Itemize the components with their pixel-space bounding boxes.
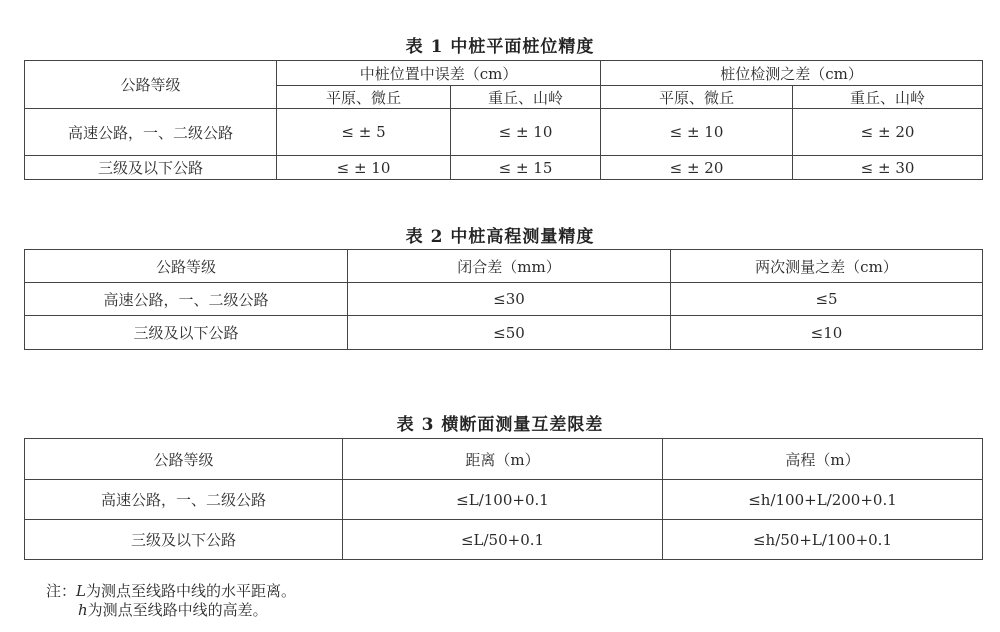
value-cell: ≤ ± 20 [793,109,983,156]
value-cell: ≤ ± 15 [451,156,601,180]
table-row [25,156,983,180]
value-cell: ≤h/50+L/100+0.1 [663,520,983,560]
footnote-text-2: 为测点至线路中线的高差。 [87,601,268,619]
table1-subheader: 平原、微丘 [601,86,793,109]
value-cell: ≤ ± 30 [793,156,983,180]
grade-cell: 高速公路，一、二级公路 [25,109,277,156]
table3-header-elevation: 高程（m） [663,439,983,480]
table3-header-row [25,439,983,480]
footnote-text-1: 为测点至线路中线的水平距离。 [85,582,296,600]
value-cell: ≤h/100+L/200+0.1 [663,480,983,520]
grade-cell: 三级及以下公路 [25,316,348,350]
value-cell: ≤5 [671,283,983,316]
footnote-line-2 [46,601,296,620]
value-cell: ≤L/100+0.1 [343,480,663,520]
footnote-var-l: L [76,582,86,600]
table3-header-grade: 公路等级 [25,439,343,480]
table2-header-diff: 两次测量之差（cm） [671,250,983,283]
value-cell: ≤ ± 10 [451,109,601,156]
value-cell: ≤50 [348,316,671,350]
grade-cell: 三级及以下公路 [25,520,343,560]
value-cell: ≤10 [671,316,983,350]
footnote-var-h: h [78,601,88,619]
table1-subheader: 平原、微丘 [277,86,451,109]
table1 [24,60,983,180]
table1-subheader: 重丘、山岭 [793,86,983,109]
grade-cell: 高速公路，一、二级公路 [25,283,348,316]
table-row [25,283,983,316]
value-cell: ≤ ± 10 [277,156,451,180]
table2-header-grade: 公路等级 [25,250,348,283]
table-row [25,520,983,560]
table2-header-row [25,250,983,283]
table2 [24,249,983,350]
value-cell: ≤ ± 10 [601,109,793,156]
table1-header-row [25,61,983,86]
table3-caption: 表 3 横断面测量互差限差 [396,415,604,435]
table3-header-distance: 距离（m） [343,439,663,480]
value-cell: ≤ ± 5 [277,109,451,156]
table-row [25,480,983,520]
table1-header-group-a: 中桩位置中误差（cm） [277,61,601,86]
grade-cell: 三级及以下公路 [25,156,277,180]
table1-header-grade: 公路等级 [25,61,277,109]
grade-cell: 高速公路，一、二级公路 [25,480,343,520]
table1-header-group-b: 桩位检测之差（cm） [601,61,983,86]
table1-caption: 表 1 中桩平面桩位精度 [405,37,595,57]
value-cell: ≤ ± 20 [601,156,793,180]
value-cell: ≤L/50+0.1 [343,520,663,560]
value-cell: ≤30 [348,283,671,316]
footnote-prefix: 注： [46,582,77,600]
table2-caption: 表 2 中桩高程测量精度 [405,227,595,247]
table-row [25,316,983,350]
table1-subheader: 重丘、山岭 [451,86,601,109]
table-row [25,109,983,156]
footnote-line-1 [46,582,296,601]
footnote [46,582,296,620]
table2-header-closure: 闭合差（mm） [348,250,671,283]
table3 [24,438,983,560]
